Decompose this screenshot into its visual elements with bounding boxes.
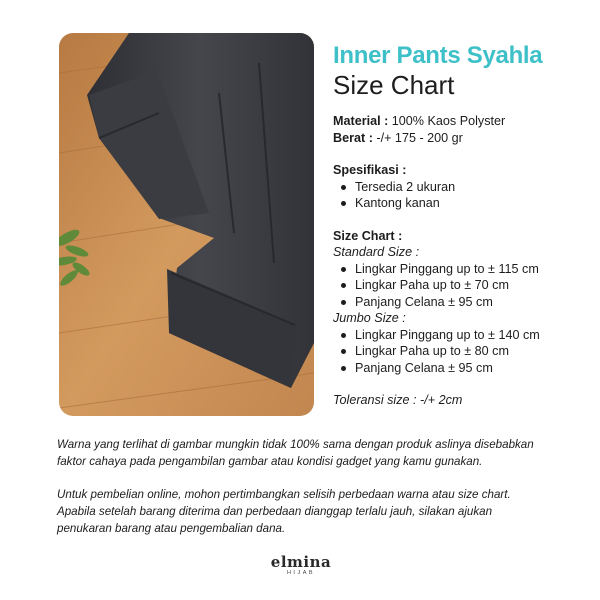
standard-size-list (333, 261, 593, 311)
brand-logo (264, 553, 338, 576)
berat-value: -/+ 175 - 200 gr (376, 130, 463, 145)
jumbo-size-list (333, 327, 593, 377)
jumbo-size-label: Jumbo Size : (333, 311, 406, 325)
list-item: Tersedia 2 ukuran (333, 179, 593, 196)
list-item: Panjang Celana ± 95 cm (333, 294, 593, 311)
spec-panel (333, 113, 593, 409)
berat-row (333, 130, 593, 147)
material-value: 100% Kaos Polyster (391, 114, 506, 128)
color-disclaimer: Warna yang terlihat di gambar mungkin tidak 100% sama dengan produk aslinya disebabkan faktor cahaya pada pengambilan gambar atau kondisi gadget yang kamu gunakan. (57, 438, 534, 468)
product-title: Inner Pants Syahla (333, 42, 543, 69)
list-item: Lingkar Paha up to ± 80 cm (333, 343, 593, 360)
material-label: Material : (333, 114, 389, 128)
spesifikasi-list (333, 179, 593, 212)
list-item: Panjang Celana ± 95 cm (333, 360, 593, 377)
logo-brand: elmina (270, 553, 332, 571)
purchase-disclaimer: Untuk pembelian online, mohon pertimbangkan selisih perbedaan warna atau size chart. Apabila setelah barang diterima dan perbedaan dianggap terlalu jauh, silakan ajukan penukaran barang atau pengembalian dana. (57, 488, 511, 535)
page-subtitle: Size Chart (333, 70, 455, 100)
list-item: Lingkar Paha up to ± 70 cm (333, 277, 593, 294)
size-chart-heading: Size Chart : (333, 228, 403, 243)
standard-size-label: Standard Size : (333, 245, 420, 259)
size-tolerance: Toleransi size : -/+ 2cm (333, 393, 463, 407)
list-item: Lingkar Pinggang up to ± 115 cm (333, 261, 593, 278)
logo-sub: HIJAB (286, 570, 316, 576)
list-item: Kantong kanan (333, 195, 593, 212)
berat-label: Berat : (333, 130, 373, 145)
material-row (333, 113, 593, 130)
spesifikasi-heading: Spesifikasi : (333, 163, 407, 177)
list-item: Lingkar Pinggang up to ± 140 cm (333, 327, 593, 344)
product-photo (59, 33, 314, 416)
